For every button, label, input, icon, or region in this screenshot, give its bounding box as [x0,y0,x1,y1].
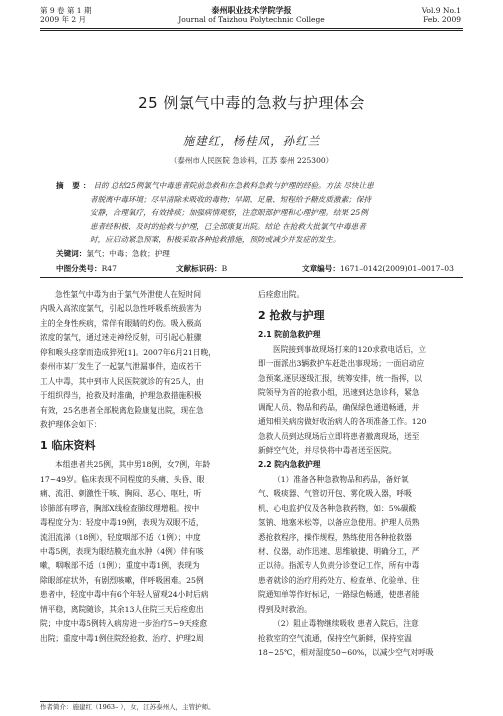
body-line: 情平稳，离院随诊，其余13人住院三天后痊愈出 [40,604,204,614]
body-line: 停和喉头痉挛而造成猝死[1]。2007年6月21日晚， [40,347,216,357]
body-line: 抢救室的空气流通，保持空气新鲜，保持室温 [258,633,412,643]
body-line: 急预案,逐层逐级汇报，统筹安排，统一指挥，以 [258,373,422,383]
section-heading-rescue: 2 抢救与护理 [258,309,325,323]
body-line: 18~25℃，相对湿度50~60%，以减少空气对呼吸 [258,648,434,658]
section-heading-clinical: 1 临床资料 [40,439,96,453]
journal-name-en: Journal of Taizhou Polytechnic College [178,15,325,24]
body-line: 患者中，轻度中毒中有6个年轻人留观24小时后病 [40,590,209,600]
doc-code-label: 文献标识码： [176,264,222,273]
abstract-line: 安静，合理氧疗，有效排痰；加强病情观察，注意眼部护理和心理护理。结果 25例 [90,208,368,218]
body-line: 嗽，咽喉部不适（1例）；重度中毒1例，表现为 [40,561,200,571]
doc-code: B [221,264,228,273]
body-line: 毒程度分为：轻度中毒19例，表现为双眼不适， [40,518,204,528]
body-line: 17~49岁。临床表现不同程度的头痛、头昏、眼 [40,474,205,484]
body-line: 内吸入高浓度氯气，引起以急性呼吸系统损害为 [40,304,202,314]
issue-date: 2009 年 2 月 [40,15,87,24]
clc-label: 中图分类号： [56,264,102,273]
keywords [56,248,170,259]
body-line: 痛、流泪、刺激性干咳、胸闷、恶心、呕吐，听 [40,489,202,499]
abstract-text: 目的 总结25例氯气中毒患者院前急救和在急救科急救与护理的经验。方法 尽快让患 [93,181,374,190]
article-number: 1671–0142(2009)01–0017–03 [339,264,454,273]
abstract-line [56,179,456,193]
left-column [40,288,248,646]
body-line: 机、心电监护仪及各种急救药物，如：5%碳酸 [258,503,417,513]
keywords-label: 关键词： [56,249,87,258]
body-line: 工人中毒，其中到市人民医院就诊的有25人，由 [40,376,204,386]
body-line: 中毒5例，表现为眼结膜充血水肿（4例）伴有咳 [40,547,204,556]
body-line: 材、仪器，动作迅速、思维敏捷、明确分工，严 [258,547,420,556]
subsection-heading-inhospital: 2.2 院内急救护理 [258,460,321,470]
body-line: （1）准备各种急救物品和药品，备好氧 [273,474,409,484]
author-list: 施建红，杨桂凤，孙红兰 [182,134,321,148]
body-line: （2）阻止毒物继续吸收 患者入院后，注意 [273,619,419,629]
footnote-rule [40,701,160,702]
body-line: 泰州市某厂发生了一起氯气泄漏事件，造成若干 [40,362,202,372]
body-line: 正以待。指派专人负责分诊登记工作，所有中毒 [258,561,420,571]
issue-volume-en: Vol.9 No.1 [421,6,461,15]
body-line: 院通知单等作好标记，一路绿色畅通，使患者能 [258,590,420,600]
body-line: 后痊愈出院。 [258,290,305,299]
body-line: 出院；重度中毒1例住院经抢救、治疗、护理2周 [40,633,204,643]
body-line: 主的全身性疾病，常伴有眼睛的灼伤。吸入极高 [40,318,202,328]
article-title: 25 例氯气中毒的急救与护理体会 [138,94,365,112]
body-line: 诊肺部有啰音，胸部X线检查肺纹理增粗。按中 [40,503,200,513]
body-line: 于组织得当，抢救及时准确，护理急救措施积极 [40,391,202,401]
journal-name-cn: 泰州职业技术学院学报 [211,6,292,15]
right-column [258,288,463,661]
issue-date-en: Feb. 2009 [423,15,461,24]
body-line: 即一面派出3辆救护车赶赴出事现场；一面启动应 [258,359,425,369]
body-line: 本组患者共25例，其中男18例，女7例，年龄 [55,460,211,470]
body-line: 医院接到事故现场打来的120求救电话后，立 [273,344,427,354]
body-line: 有效，25名患者全部脱离危险康复出院，现在急 [40,405,204,415]
body-line: 急救人员到达现场后立即将患者撤离现场，送至 [258,431,420,441]
author-footnote: 作者简介：施建红（1963– ），女，江苏泰州人，主管护师。 [40,703,215,711]
subsection-heading-prehospital: 2.1 院前急救护理 [258,330,321,340]
body-line: 急性氯气中毒为由于氯气外泄使人在短时间 [55,290,202,299]
body-line: 通知相关病房做好收治病人的各项准备工作。120 [258,417,427,427]
body-line: 氢钠、地塞米松等，以备应急使用。护理人员熟 [258,518,420,528]
body-line: 调配人员、物品和药品，确保绿色通道畅通，并 [258,402,420,412]
body-line: 除眼部症状外，有剧烈咳嗽，伴呼吸困难。25例 [40,575,204,585]
abstract-line: 患者经积极、及时的抢救与护理，已全部康复出院。结论 在抢救大批氯气中毒患者 [90,221,366,231]
clc-number: R47 [101,264,117,273]
body-line: 悉抢救程序，操作规程，熟练使用各种抢救器 [258,532,412,542]
abstract-line: 者脱离中毒环境；尽早清除未吸收的毒物；早期、足量、短程给予糖皮质激素；保持 [90,194,371,204]
body-line: 院；中度中毒5例转入病房进一步治疗5~9天痊愈 [40,619,208,629]
body-line: 院领导为首的抢救小组，迅速到达急诊科，紧急 [258,388,420,398]
header-rule [40,28,463,29]
abstract-rule [40,277,463,278]
keywords-text: 氯气；中毒；急救；护理 [86,249,170,258]
body-line: 得到及时救治。 [258,604,312,614]
header-rule-thin [40,30,463,31]
body-line: 流泪流涕（18例），轻度咽部不适（1例）；中度 [40,532,201,542]
body-line: 新鲜空气处，并尽快将中毒者送至医院。 [258,445,397,455]
body-line: 气、吸痰器、气管切开包、雾化吸入器，呼吸 [258,489,412,499]
abstract-label: 摘 要： [56,181,94,190]
issue-info-en [422,6,461,24]
body-line: 浓度的氯气，通过迷走神经反射，可引起心脏骤 [40,333,202,343]
author-affiliation: （泰州市人民医院 急诊科，江苏 泰州 225300） [169,156,334,165]
abstract-line: 时，应启动紧急预案，积极采取各种抢救措施，预防或减少并发症的发生。 [90,235,341,245]
issue-volume: 第 9 卷 第 1 期 [40,6,92,15]
classification-line [56,263,456,274]
article-number-label: 文章编号： [302,264,340,273]
body-line: 救护理体会如下： [40,419,102,429]
body-line: 患者就诊的治疗用药处方、检查单、化验单、住 [258,575,420,585]
abstract [56,179,456,247]
